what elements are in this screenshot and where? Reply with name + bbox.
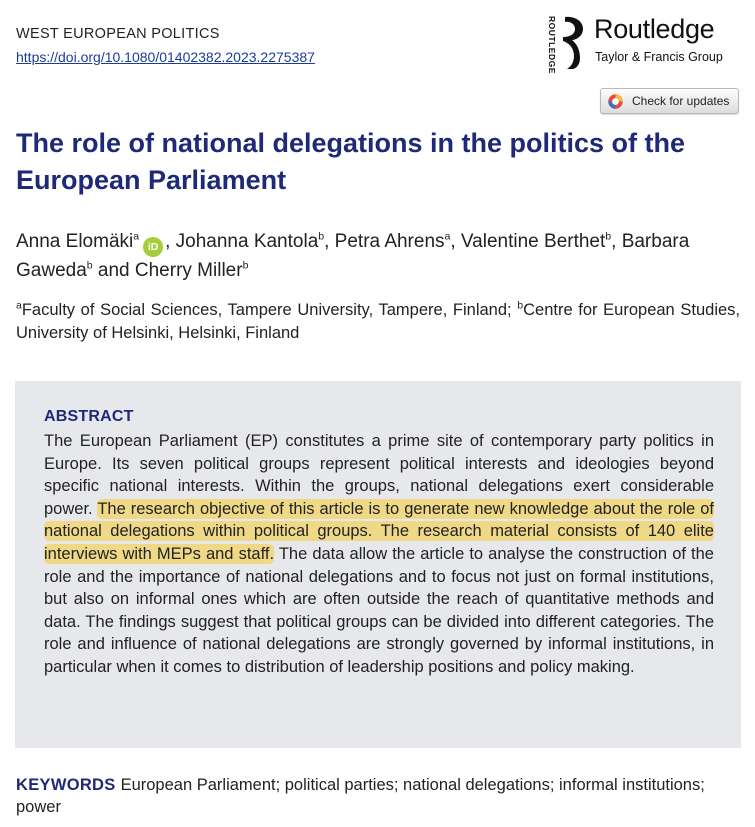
check-updates-icon	[607, 93, 624, 110]
logo-subtitle: Taylor & Francis Group	[595, 50, 723, 64]
doi-link[interactable]: https://doi.org/10.1080/01402382.2023.2275387	[16, 49, 315, 65]
highlighted-text[interactable]: The research objective of this article is to generate new knowledge about the role of national delegations within political groups. The research material consists of 140 elite interviews with MEPs and staff.	[44, 499, 714, 563]
logo-name: Routledge	[594, 14, 715, 44]
logo-vertical-text: ROUTLEDGE	[547, 16, 557, 74]
author-name: Petra Ahrens	[334, 231, 445, 252]
abstract-text-before: The European Parliament (EP) constitutes a prime site of contemporary party politics in Europe. Its seven political groups represent political interests and ideologies beyond specific national interests. Within the groups, national delegations exert considerable power.	[44, 432, 714, 518]
affiliation-text: Centre for European Studies, University of Helsinki, Helsinki, Finland	[16, 301, 740, 342]
author-affiliation-mark: b	[86, 259, 93, 272]
affiliation-mark: a	[16, 299, 22, 312]
abstract-heading: ABSTRACT	[44, 408, 134, 425]
keywords	[16, 774, 740, 818]
author-separator: ,	[450, 231, 461, 252]
abstract-text	[44, 430, 714, 679]
author-list	[16, 228, 736, 285]
author-name: Valentine Berthet	[460, 231, 606, 252]
author-separator: ,	[165, 231, 176, 252]
author-name: Cherry Miller	[134, 260, 243, 281]
article-title: The role of national delegations in the politics of the European Parliament	[16, 128, 686, 195]
keywords-text: European Parliament; political parties; national delegations; informal institutions; power	[16, 776, 705, 816]
author-affiliation-mark: b	[605, 230, 612, 243]
author-affiliation-mark: a	[133, 230, 140, 243]
publisher-logo	[545, 12, 745, 72]
author-name: Johanna Kantola	[175, 231, 319, 252]
abstract-text-after: The data allow the article to analyse the construction of the role and the importance of national delegations and to focus not just on formal institutions, but also on informal ones which are often outside the reach of quantitative methods and data. The findings suggest that political groups can be divided into different categories. The role and influence of national delegations are strongly governed by informal institutions, in particular when it comes to distribution of leadership positions and policy making.	[44, 544, 714, 676]
check-updates-label: Check for updates	[632, 94, 730, 108]
author-affiliation-mark: b	[318, 230, 325, 243]
keywords-label: KEYWORDS	[16, 776, 116, 794]
author-affiliation-mark: b	[242, 259, 249, 272]
author-separator: and	[92, 260, 135, 281]
affiliation-mark: b	[517, 299, 524, 312]
check-for-updates-button[interactable]	[600, 88, 739, 114]
author-affiliation-mark: a	[444, 230, 451, 243]
journal-name: WEST EUROPEAN POLITICS	[16, 26, 220, 42]
author-name: Anna Elomäki	[16, 231, 134, 252]
orcid-icon[interactable]: iD	[143, 237, 163, 257]
author-separator: ,	[611, 231, 622, 252]
routledge-bird-icon	[559, 14, 587, 70]
author-separator: ,	[324, 231, 335, 252]
author-name: Barbara Gaweda	[16, 231, 690, 281]
affiliations	[16, 299, 740, 345]
logo-vertical-text-wrap	[545, 16, 557, 72]
affiliation-text: Faculty of Social Sciences, Tampere University, Tampere, Finland;	[21, 301, 518, 319]
